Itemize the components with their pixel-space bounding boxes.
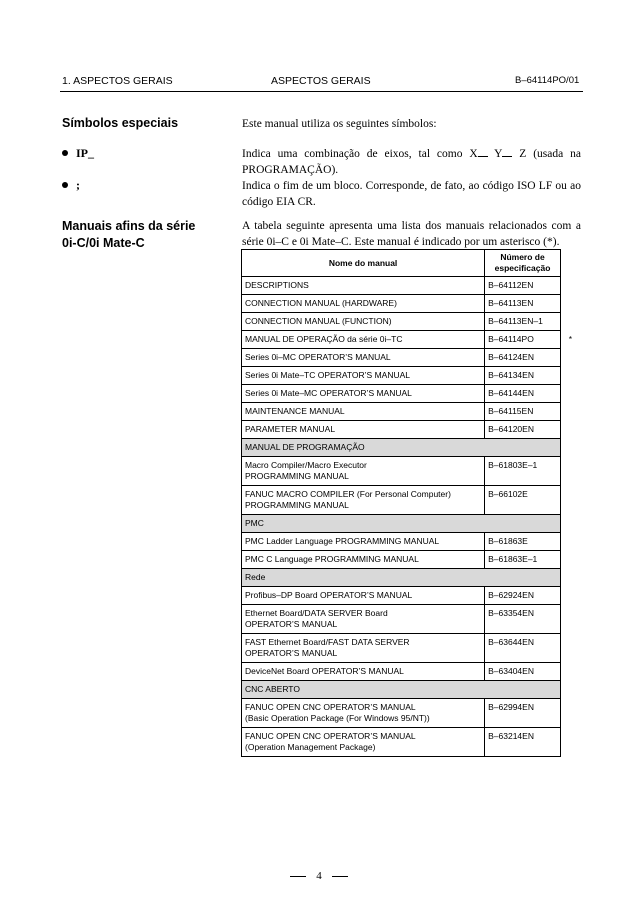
row-mark (560, 533, 580, 551)
manual-spec: B–63354EN (485, 605, 561, 634)
table-row (242, 663, 581, 681)
manual-name: Series 0i Mate–MC OPERATOR’S MANUAL (242, 385, 485, 403)
col-header-mark (560, 250, 580, 277)
footer-dash (290, 876, 306, 877)
manual-name-line: FANUC OPEN CNC OPERATOR’S MANUAL (245, 731, 416, 741)
manual-name-line: Ethernet Board/DATA SERVER Board (245, 608, 388, 618)
table-row (242, 699, 581, 728)
bullet-dot (62, 182, 68, 188)
table-group-row (242, 439, 581, 457)
manual-name (242, 486, 485, 515)
header-section-title: 1. ASPECTOS GERAIS (62, 75, 173, 87)
symbol-semicolon: ; (76, 178, 80, 192)
table-group-row (242, 681, 581, 699)
table-row (242, 421, 581, 439)
manuals-table (241, 249, 581, 757)
row-mark (560, 486, 580, 515)
manual-name-line: PROGRAMMING MANUAL (245, 471, 349, 481)
row-mark (560, 515, 580, 533)
manual-spec: B–66102E (485, 486, 561, 515)
symbol-ip-bullet (62, 146, 94, 161)
manual-spec: B–64113EN–1 (485, 313, 561, 331)
manual-name-line: Macro Compiler/Macro Executor (245, 460, 367, 470)
manual-name: CONNECTION MANUAL (HARDWARE) (242, 295, 485, 313)
manual-spec: B–62994EN (485, 699, 561, 728)
manual-name (242, 699, 485, 728)
manual-name: MANUAL DE OPERAÇÃO da série 0i–TC (242, 331, 485, 349)
row-mark (560, 605, 580, 634)
manual-name: PMC Ladder Language PROGRAMMING MANUAL (242, 533, 485, 551)
manual-spec: B–64114PO (485, 331, 561, 349)
symbol-semicolon-description: Indica o fim de um bloco. Corresponde, de fato, ao código ISO LF ou ao código EIA CR. (242, 180, 581, 208)
page-number: 4 (316, 870, 322, 882)
manual-name-line: OPERATOR’S MANUAL (245, 619, 338, 629)
row-mark (560, 634, 580, 663)
table-row (242, 331, 581, 349)
table-row (242, 634, 581, 663)
manual-spec: B–64112EN (485, 277, 561, 295)
row-mark (560, 681, 580, 699)
table-row (242, 403, 581, 421)
placeholder-underline (478, 156, 488, 157)
symbol-ip: IP_ (76, 146, 94, 160)
footer-dash (332, 876, 348, 877)
table-row (242, 385, 581, 403)
table-row (242, 313, 581, 331)
table-row (242, 533, 581, 551)
manual-name: DESCRIPTIONS (242, 277, 485, 295)
group-label: CNC ABERTO (242, 681, 561, 699)
manual-spec: B–62924EN (485, 587, 561, 605)
manual-name (242, 457, 485, 486)
table-row (242, 367, 581, 385)
table-group-row (242, 569, 581, 587)
symbol-ip-description: Indica uma combinação de eixos, tal como X Y Z (usada na PROGRAMAÇÃO). (242, 148, 581, 176)
manual-spec: B–61803E–1 (485, 457, 561, 486)
manual-name (242, 605, 485, 634)
manual-name: PMC C Language PROGRAMMING MANUAL (242, 551, 485, 569)
manual-spec: B–63404EN (485, 663, 561, 681)
symbols-heading: Símbolos especiais (62, 116, 179, 130)
manual-name: Profibus–DP Board OPERATOR’S MANUAL (242, 587, 485, 605)
manual-name-line: FANUC MACRO COMPILER (For Personal Computer) (245, 489, 451, 499)
row-mark (560, 295, 580, 313)
manual-spec: B–63644EN (485, 634, 561, 663)
manual-name: PARAMETER MANUAL (242, 421, 485, 439)
group-label: PMC (242, 515, 561, 533)
header-rule (60, 91, 583, 92)
manual-spec: B–64113EN (485, 295, 561, 313)
row-mark (560, 277, 580, 295)
manuals-intro: A tabela seguinte apresenta uma lista dos manuais relacionados com a série 0i–C e 0i Mate–C. Este manual é indicado por um asterisco (*). (242, 220, 581, 248)
manual-spec: B–61863E–1 (485, 551, 561, 569)
manual-name: DeviceNet Board OPERATOR’S MANUAL (242, 663, 485, 681)
row-mark (560, 728, 580, 757)
page-footer (0, 870, 638, 882)
row-mark (560, 349, 580, 367)
row-mark (560, 313, 580, 331)
table-header-row (242, 250, 581, 277)
manual-name-line: (Operation Management Package) (245, 742, 376, 752)
placeholder-underline (502, 156, 512, 157)
manual-name (242, 728, 485, 757)
table-row (242, 295, 581, 313)
row-mark (560, 663, 580, 681)
group-label: MANUAL DE PROGRAMAÇÃO (242, 439, 561, 457)
manual-name (242, 634, 485, 663)
manual-spec: B–64120EN (485, 421, 561, 439)
manual-spec: B–64134EN (485, 367, 561, 385)
manual-name-line: FAST Ethernet Board/FAST DATA SERVER (245, 637, 410, 647)
bullet-dot (62, 150, 68, 156)
header-document-code: B–64114PO/01 (515, 75, 580, 86)
manual-name-line: PROGRAMMING MANUAL (245, 500, 349, 510)
row-mark (560, 385, 580, 403)
manual-spec: B–63214EN (485, 728, 561, 757)
row-mark (560, 587, 580, 605)
col-header-spec: Número de especificação (485, 250, 561, 277)
row-mark (560, 421, 580, 439)
row-mark (560, 439, 580, 457)
symbols-intro: Este manual utiliza os seguintes símbolos: (242, 118, 437, 130)
table-row (242, 587, 581, 605)
row-mark (560, 551, 580, 569)
col-header-name: Nome do manual (242, 250, 485, 277)
row-mark (560, 403, 580, 421)
manual-name-line: OPERATOR’S MANUAL (245, 648, 338, 658)
manual-name-line: (Basic Operation Package (For Windows 95/NT)) (245, 713, 430, 723)
manual-name: MAINTENANCE MANUAL (242, 403, 485, 421)
header-chapter-title: ASPECTOS GERAIS (271, 75, 371, 87)
table-row (242, 551, 581, 569)
table-row (242, 605, 581, 634)
manual-name: Series 0i–MC OPERATOR’S MANUAL (242, 349, 485, 367)
symbol-semicolon-bullet (62, 178, 80, 193)
table-row (242, 277, 581, 295)
table-row (242, 486, 581, 515)
table-row (242, 349, 581, 367)
manual-spec: B–64115EN (485, 403, 561, 421)
manual-spec: B–64124EN (485, 349, 561, 367)
row-mark: * (568, 333, 573, 344)
table-row (242, 457, 581, 486)
table-row (242, 728, 581, 757)
manual-name: CONNECTION MANUAL (FUNCTION) (242, 313, 485, 331)
manual-spec: B–64144EN (485, 385, 561, 403)
row-mark (560, 699, 580, 728)
manual-name-line: FANUC OPEN CNC OPERATOR’S MANUAL (245, 702, 416, 712)
manual-name: Series 0i Mate–TC OPERATOR’S MANUAL (242, 367, 485, 385)
row-mark (560, 367, 580, 385)
row-mark (560, 569, 580, 587)
group-label: Rede (242, 569, 561, 587)
row-mark (560, 457, 580, 486)
manual-spec: B–61863E (485, 533, 561, 551)
manuals-table-body (242, 277, 581, 757)
table-group-row (242, 515, 581, 533)
manuals-heading: Manuais afins da série 0i-C/0i Mate-C (62, 219, 196, 250)
